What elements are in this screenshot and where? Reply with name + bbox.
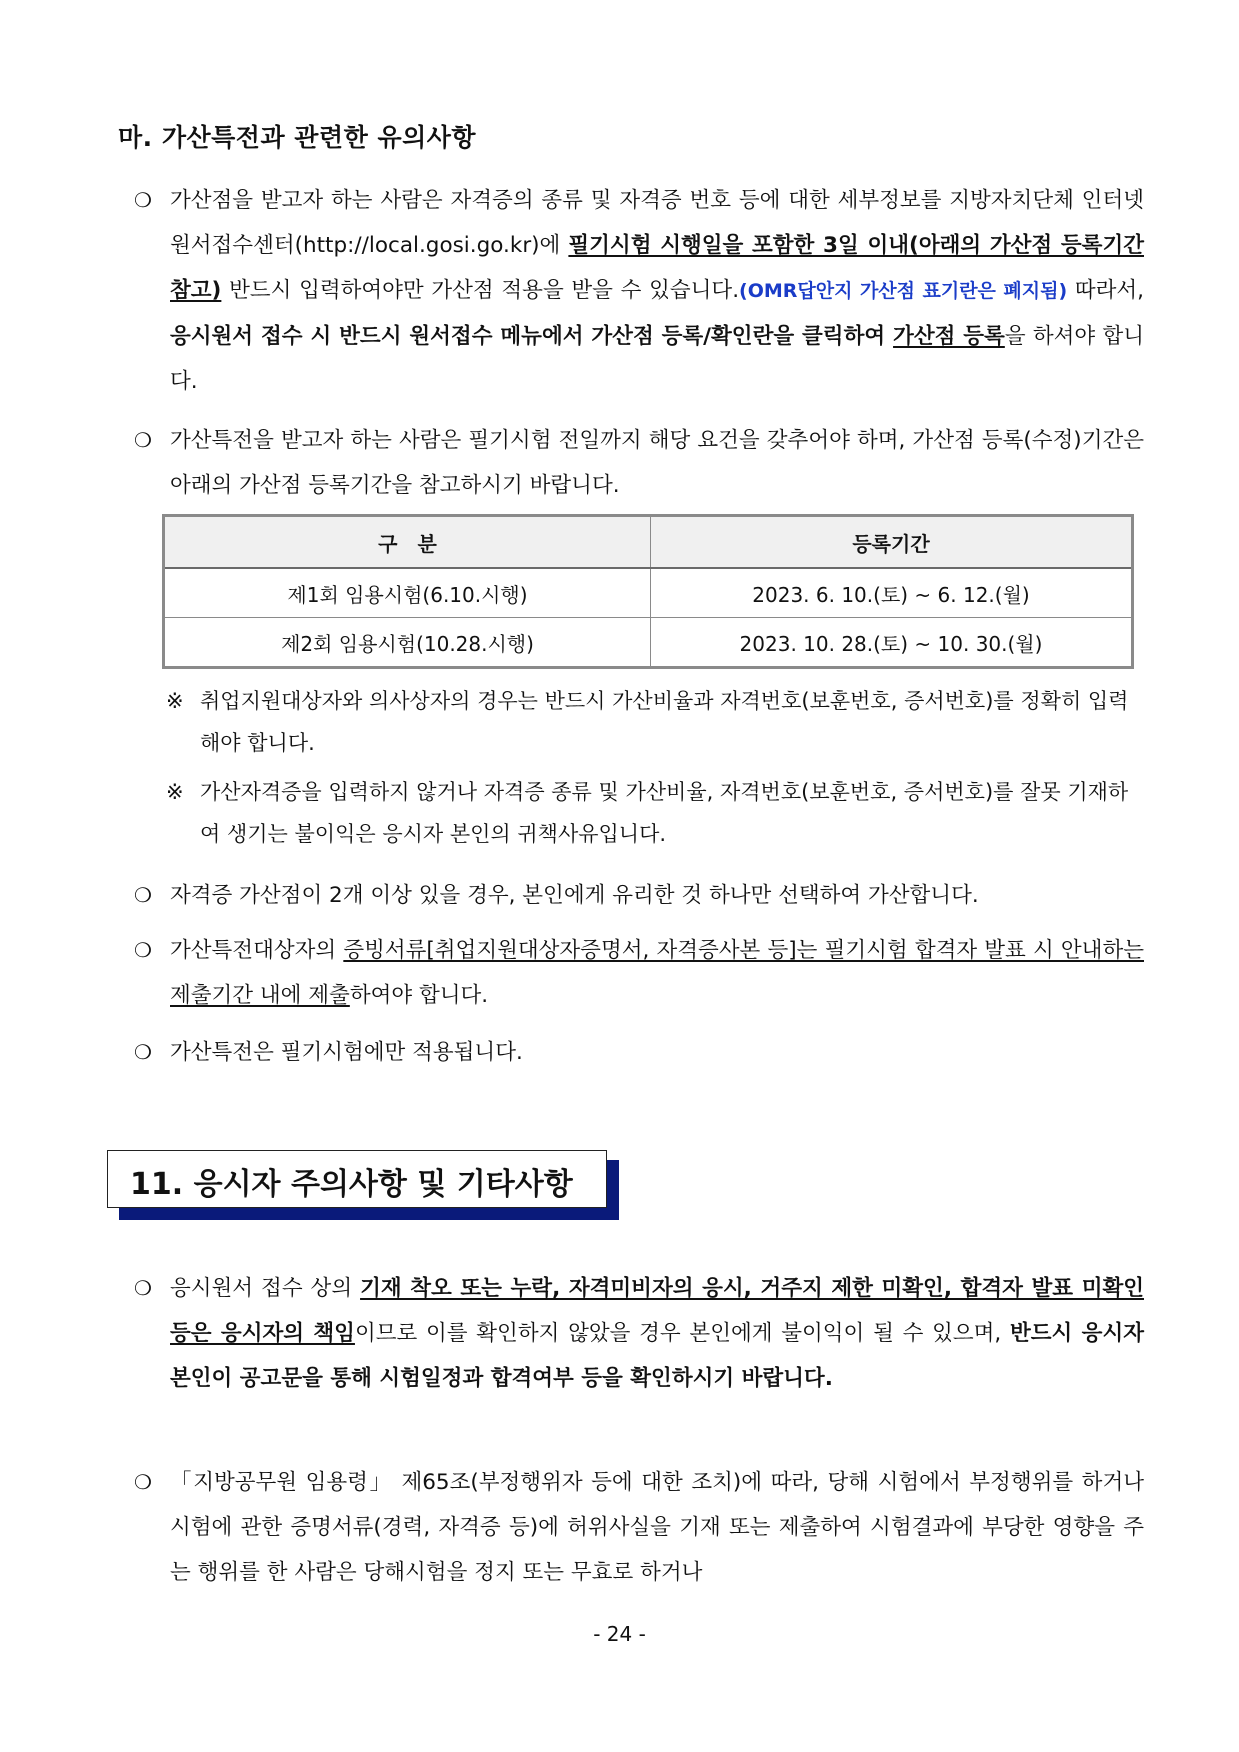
circle-bullet-icon: ❍ — [134, 1470, 152, 1494]
reference-mark-icon: ※ — [166, 780, 184, 804]
table-cell: 제1회 임용시험(6.10.시행) — [164, 568, 651, 618]
circle-bullet-icon: ❍ — [134, 188, 152, 212]
circle-bullet-icon: ❍ — [134, 938, 152, 962]
table-cell: 제2회 임용시험(10.28.시행) — [164, 618, 651, 668]
registration-period-table — [162, 514, 1134, 669]
circle-bullet-icon: ❍ — [134, 1040, 152, 1064]
table-cell: 2023. 10. 28.(토) ~ 10. 30.(월) — [651, 618, 1133, 668]
underlined-bold-text: 가산점 등록 — [893, 324, 1005, 349]
bullet-item-applicant-responsibility: ❍ 응시원서 접수 상의 기재 착오 또는 누락, 자격미비자의 응시, 거주지 제한 미확인, 합격자 발표 미확인 등은 응시자의 책임이므로 이를 확인하지 않았을 경우 본인에게 불이익이 될 수 있으며, 반드시 응시자 본인이 공고문을 통해 시험일정과 합격여부 등을 확인하시기 바랍니다. — [134, 1266, 1144, 1401]
section-heading-ma: 마. 가산특전과 관련한 유의사항 — [118, 123, 477, 152]
bullet-item-eligibility-deadline: ❍ 가산특전을 받고자 하는 사람은 필기시험 전일까지 해당 요건을 갖추어야 하며, 가산점 등록(수정)기간은 아래의 가산점 등록기간을 참고하시기 바랍니다. — [134, 418, 1144, 508]
circle-bullet-icon: ❍ — [134, 1276, 152, 1300]
bullet-item-additional-points-registration: ❍ 가산점을 받고자 하는 사람은 자격증의 종류 및 자격증 번호 등에 대한 세부정보를 지방자치단체 인터넷원서접수센터(http://local.gosi.go.kr)에 필기시험 시행일을 포함한 3일 이내(아래의 가산점 등록기간 참고) 반드시 입력하여야만 가산점 적용을 받을 수 있습니다.(OMR답안지 가산점 표기란은 폐지됨) 따라서, 응시원서 접수 시 반드시 원서접수 메뉴에서 가산점 등록/확인란을 클릭하여 가산점 등록을 하셔야 합니다. — [134, 178, 1144, 404]
bold-instruction: 반드시 응시자 본인이 공고문을 통해 시험일정과 합격여부 등을 확인하시기 바랍니다. — [170, 1321, 1144, 1391]
page-number: - 24 - — [593, 1622, 646, 1646]
bullet-item-supporting-documents: ❍ 가산특전대상자의 증빙서류[취업지원대상자증명서, 자격증사본 등]는 필기시험 합격자 발표 시 안내하는 제출기간 내에 제출하여야 합니다. — [134, 928, 1144, 1018]
note-item-disadvantage: ※ 가산자격증을 입력하지 않거나 자격증 종류 및 가산비율, 자격번호(보훈번호, 증서번호)를 잘못 기재하여 생기는 불이익은 응시자 본인의 귀책사유입니다. — [166, 771, 1146, 855]
underlined-bold-text: 필기시험 시행일을 포함한 3일 이내(아래의 가산점 등록기간 참고) — [170, 233, 1144, 303]
section-heading-11-text: 11. 응시자 주의사항 및 기타사항 — [130, 1167, 573, 1202]
table-row — [164, 568, 1133, 618]
bullet-item-written-exam-only: ❍ 가산특전은 필기시험에만 적용됩니다. — [134, 1030, 1144, 1075]
note-item-accurate-input: ※ 취업지원대상자와 의사상자의 경우는 반드시 가산비율과 자격번호(보훈번호, 증서번호)를 정확히 입력해야 합니다. — [166, 680, 1146, 764]
underlined-text: 증빙서류[취업지원대상자증명서, 자격증사본 등]는 필기시험 합격자 발표 시 안내하는 제출기간 내에 제출 — [170, 938, 1144, 1008]
omr-notice: (OMR답안지 가산점 표기란은 폐지됨) — [739, 280, 1068, 302]
circle-bullet-icon: ❍ — [134, 428, 152, 452]
bullet-item-misconduct: ❍ 「지방공무원 임용령」 제65조(부정행위자 등에 대한 조치)에 따라, 당해 시험에서 부정행위를 하거나 시험에 관한 증명서류(경력, 자격증 등)에 허위사실을 기재 또는 제출하여 시험결과에 부당한 영향을 주는 행위를 한 사람은 당해시험을 정지 또는 무효로 하거나 — [134, 1460, 1144, 1595]
circle-bullet-icon: ❍ — [134, 883, 152, 907]
bold-instruction: 응시원서 접수 시 반드시 원서접수 메뉴에서 가산점 등록/확인란을 클릭하여 — [170, 324, 894, 349]
table-header-row — [164, 516, 1133, 569]
table-header-cell: 등록기간 — [651, 516, 1133, 569]
bullet-item-multiple-certificates: ❍ 자격증 가산점이 2개 이상 있을 경우, 본인에게 유리한 것 하나만 선택하여 가산합니다. — [134, 873, 1144, 918]
underlined-bold-text: 기재 착오 또는 누락, 자격미비자의 응시, 거주지 제한 미확인, 합격자 발표 미확인 등은 응시자의 책임 — [170, 1276, 1144, 1346]
reference-mark-icon: ※ — [166, 689, 184, 713]
section-heading-11 — [107, 1150, 622, 1212]
table-header-cell: 구 분 — [164, 516, 651, 569]
table-row — [164, 618, 1133, 668]
table-cell: 2023. 6. 10.(토) ~ 6. 12.(월) — [651, 568, 1133, 618]
